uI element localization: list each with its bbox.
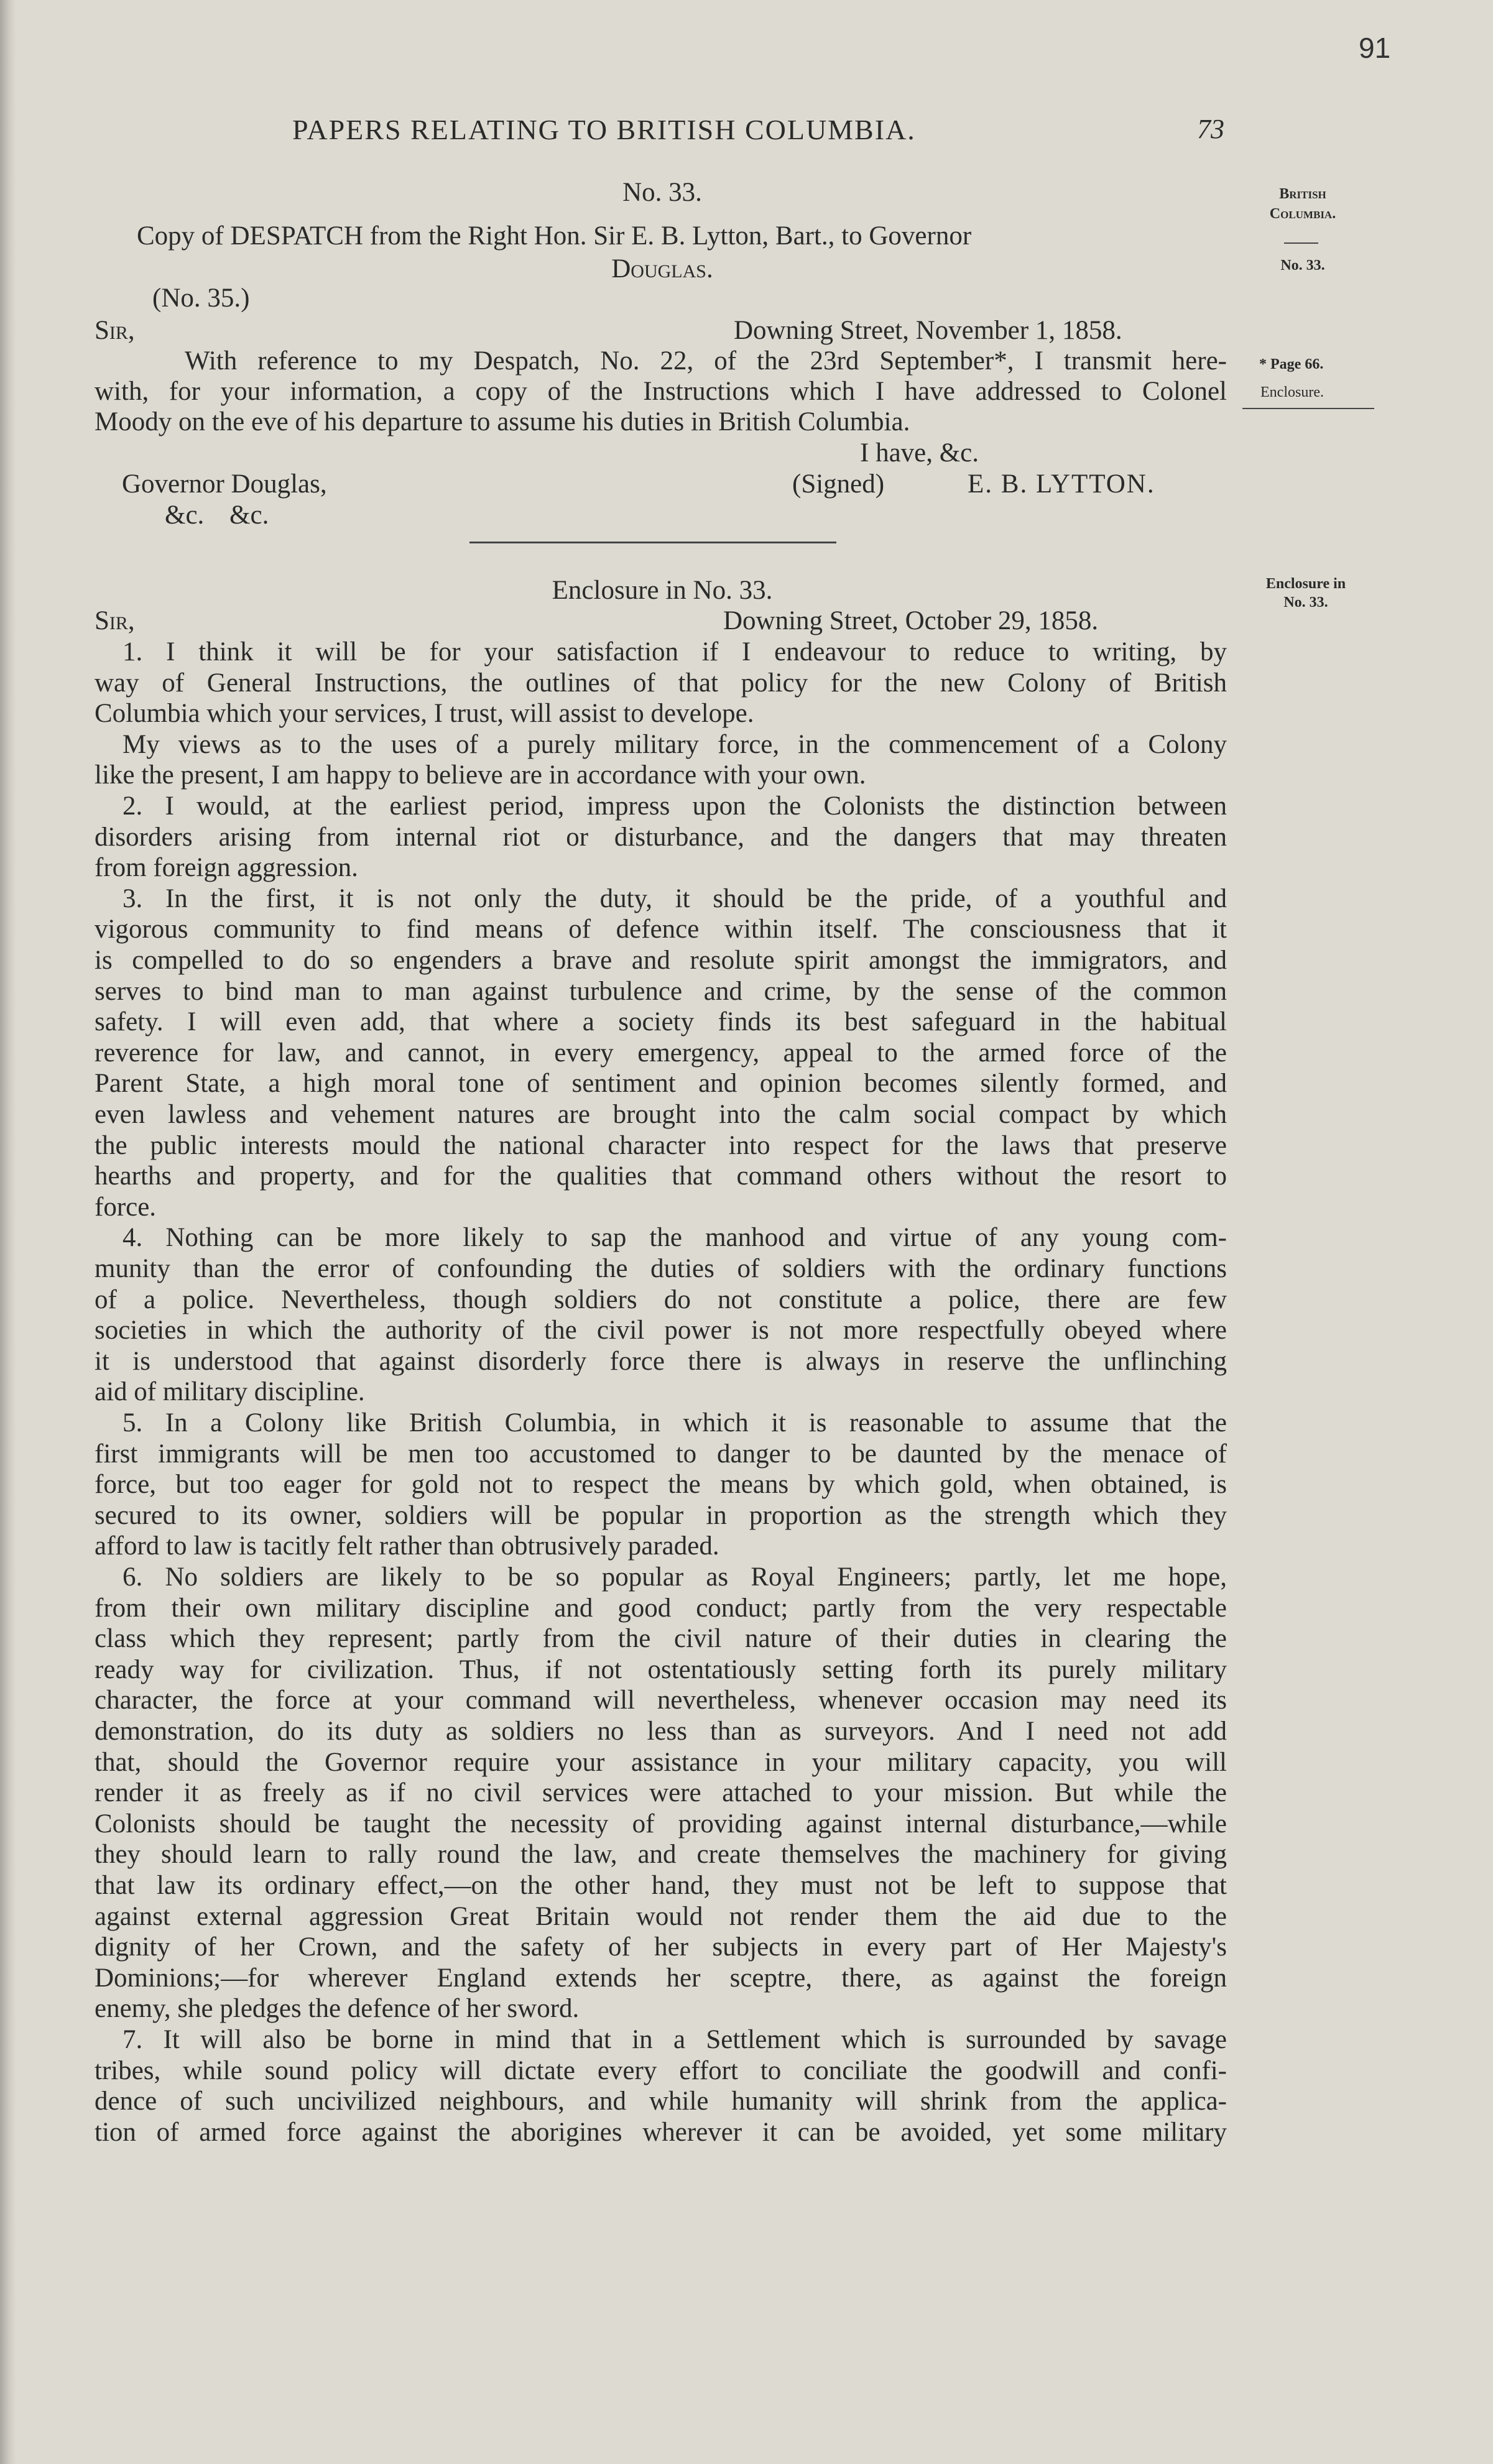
margin-despatch-no: No. 33. [1280,257,1325,274]
enclosure-line: the public interests mould the national character into respect for the laws that preserve [95,1131,1227,1160]
enclosure-line: 7. It will also be borne in mind that in a Settlement which is surrounded by savage [122,2025,1227,2054]
despatch-body-line: Moody on the eve of his departure to assume his duties in British Columbia. [95,407,910,436]
despatch-title-line2: Douglas. [611,254,713,284]
despatch-title-line1: Copy of DESPATCH from the Right Hon. Sir E. B. Lytton, Bart., to Governor [137,221,972,251]
page-edge-shadow [0,0,16,2464]
enclosure-line: force, but too eager for gold not to respect the means by which gold, when obtained, is [95,1470,1227,1499]
enclosure-line: 1. I think it will be for your satisfaction if I endeavour to reduce to writing, by [122,637,1227,667]
enclosure-line: it is understood that against disorderly force there is always in reserve the unflinching [95,1347,1227,1376]
enclosure-line: force. [95,1193,157,1222]
enclosure-line: hearths and property, and for the qualities that command others without the resort to [95,1161,1227,1191]
despatch-place-date: Downing Street, November 1, 1858. [734,316,1122,345]
enclosure-salutation: Sir, [95,606,135,635]
enclosure-line: that, should the Governor require your assistance in your military capacity, you will [95,1748,1227,1777]
margin-colony-line2: Columbia. [1269,206,1336,222]
despatch-sub-number: (No. 35.) [152,284,250,313]
running-head-page: 73 [1197,114,1224,144]
enclosure-line: tion of armed force against the aborigines wherever it can be avoided, yet some military [95,2118,1227,2147]
enclosure-line: is compelled to do so engenders a brave and resolute spirit amongst the immigrators, and [95,946,1227,975]
enclosure-line: first immigrants will be men too accustomed to danger to be daunted by the menace of [95,1439,1227,1469]
enclosure-line: render it as freely as if no civil services were attached to your mission. But while the [95,1778,1227,1807]
margin-enclosure-rule [1242,408,1374,409]
enclosure-line: like the present, I am happy to believe are in accordance with your own. [95,760,866,790]
despatch-number: No. 33. [622,178,702,207]
despatch-body-line: With reference to my Despatch, No. 22, of the 23rd September*, I transmit here- [185,346,1227,376]
enclosure-line: aid of military discipline. [95,1377,365,1406]
enclosure-line: they should learn to rally round the law, and create themselves the machinery for giving [95,1840,1227,1869]
enclosure-line: 6. No soldiers are likely to be so popular as Royal Engineers; partly, let me hope, [122,1562,1227,1592]
enclosure-line: disorders arising from internal riot or disturbance, and the dangers that may threaten [95,823,1227,852]
margin-colony-line1: British [1279,186,1326,202]
enclosure-line: Parent State, a high moral tone of sentiment and opinion becomes silently formed, and [95,1069,1227,1098]
enclosure-line: vigorous community to find means of defence within itself. The consciousness that it [95,915,1227,944]
enclosure-line: demonstration, do its duty as soldiers no less than as surveyors. And I need not add [95,1717,1227,1746]
despatch-addressee: Governor Douglas, [122,469,327,499]
enclosure-line: afford to law is tacitly felt rather than obtrusively paraded. [95,1531,719,1561]
margin-enclosure-in-line2: No. 33. [1283,594,1328,611]
enclosure-line: Dominions;—for wherever England extends her sceptre, there, as against the foreign [95,1963,1227,1993]
enclosure-line: of a police. Nevertheless, though soldiers do not constitute a police, there are few [95,1285,1227,1314]
despatch-closing: I have, &c. [860,438,979,468]
despatch-etc: &c. &c. [165,501,269,530]
enclosure-line: ready way for civilization. Thus, if not ostentatiously setting forth its purely military [95,1655,1227,1684]
despatch-body-line: with, for your information, a copy of the Instructions which I have addressed to Colonel [95,377,1227,406]
enclosure-line: 3. In the first, it is not only the duty, it should be the pride, of a youthful and [122,884,1227,913]
page-number: 91 [1359,32,1391,64]
despatch-salutation: Sir, [95,316,135,345]
enclosure-line: reverence for law, and cannot, in every emergency, appeal to the armed force of the [95,1038,1227,1068]
enclosure-line: societies in which the authority of the civil power is not more respectfully obeyed where [95,1316,1227,1345]
enclosure-line: munity than the error of confounding the duties of soldiers with the ordinary functions [95,1254,1227,1283]
enclosure-line: 5. In a Colony like British Columbia, in which it is reasonable to assume that the [122,1408,1227,1437]
margin-page-ref: * Page 66. [1259,356,1324,372]
enclosure-place-date: Downing Street, October 29, 1858. [723,606,1099,635]
enclosure-line: secured to its owner, soldiers will be popular in proportion as the strength which they [95,1501,1227,1530]
enclosure-line: from their own military discipline and good conduct; partly from the very respectable [95,1594,1227,1623]
enclosure-line: safety. I will even add, that where a society finds its best safeguard in the habitual [95,1007,1227,1036]
despatch-signed: (Signed) [792,469,885,499]
enclosure-line: 2. I would, at the earliest period, impress upon the Colonists the distinction between [122,791,1227,821]
enclosure-line: that law its ordinary effect,—on the other hand, they must not be left to suppose that [95,1871,1227,1900]
enclosure-line: Columbia which your services, I trust, will assist to develope. [95,699,754,728]
section-divider [469,542,836,543]
enclosure-line: dignity of her Crown, and the safety of her subjects in every part of Her Majesty's [95,1932,1227,1962]
enclosure-line: dence of such uncivilized neighbours, and while humanity will shrink from the applica- [95,2087,1227,2116]
enclosure-line: against external aggression Great Britain would not render them the aid due to the [95,1902,1227,1931]
enclosure-line: class which they represent; partly from the civil nature of their duties in clearing the [95,1624,1227,1653]
enclosure-line: character, the force at your command will nevertheless, whenever occasion may need its [95,1686,1227,1715]
enclosure-line: Colonists should be taught the necessity of providing against internal disturbance,—while [95,1809,1227,1839]
margin-enclosure: Enclosure. [1260,384,1324,400]
enclosure-line: serves to bind man to man against turbulence and crime, by the sense of the common [95,977,1227,1006]
enclosure-line: from foreign aggression. [95,853,358,882]
margin-enclosure-in-line1: Enclosure in [1265,576,1346,592]
enclosure-line: My views as to the uses of a purely military force, in the commencement of a Colony [122,730,1227,759]
running-head-title: PAPERS RELATING TO BRITISH COLUMBIA. [292,114,916,145]
enclosure-line: even lawless and vehement natures are brought into the calm social compact by which [95,1100,1227,1129]
enclosure-line: way of General Instructions, the outlines of that policy for the new Colony of British [95,668,1227,698]
enclosure-line: enemy, she pledges the defence of her sword. [95,1994,580,2023]
enclosure-line: 4. Nothing can be more likely to sap the manhood and virtue of any young com- [122,1223,1227,1252]
despatch-signature: E. B. LYTTON. [968,469,1155,499]
margin-divider [1284,242,1318,244]
enclosure-heading: Enclosure in No. 33. [552,576,773,605]
enclosure-line: tribes, while sound policy will dictate every effort to conciliate the goodwill and confi- [95,2056,1227,2085]
